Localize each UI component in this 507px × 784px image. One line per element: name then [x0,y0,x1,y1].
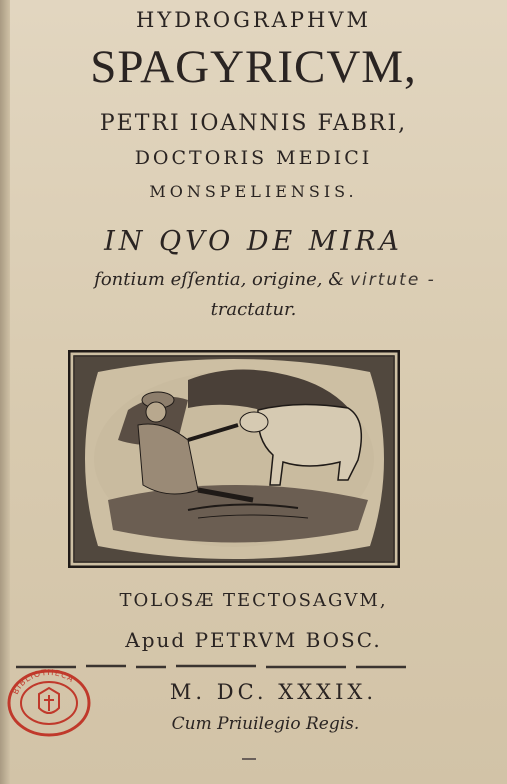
author-line: PETRI IOANNIS FABRI, [99,111,408,136]
handwritten-annotation: virtute - [349,270,436,290]
library-stamp [6,668,92,738]
imprint-place: TOLOSÆ TECTOSAGVM, [119,590,388,611]
title-line-2: SPAGYRICVM, [90,41,417,93]
imprint-date: M. DC. XXXIX. [169,680,378,704]
stamp-text: BIBLIOTHECA [10,668,76,696]
title-line-1: HYDROGRAPHVM [136,8,371,32]
subtitle-line-3: tractatur. [210,299,297,320]
subtitle-line-1: IN QVO DE MIRA [104,226,403,257]
subtitle-line-2-text: fontium eſſentia, origine, & [94,269,350,290]
imprint-printer: Apud PETRVM BOSC. [125,628,382,652]
author-place-line: MONSPELIENSIS. [149,182,358,201]
subtitle-line-2 [30,271,500,289]
woodcut-illustration [68,350,400,568]
author-title-line: DOCTORIS MEDICI [134,147,373,169]
privilege-line: Cum Priuilegio Regis. [171,714,360,734]
footer-dash [242,758,256,760]
